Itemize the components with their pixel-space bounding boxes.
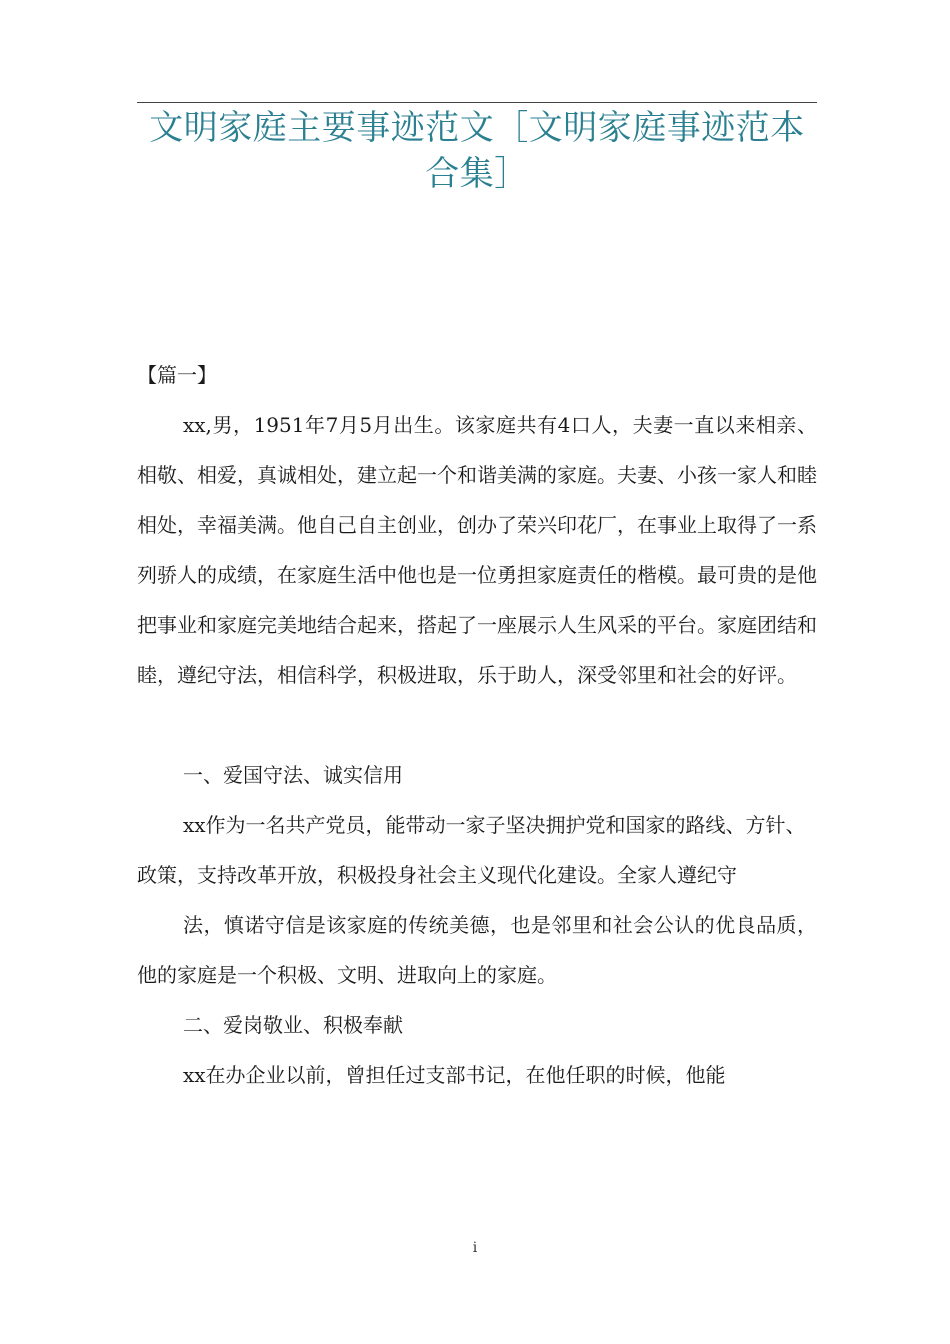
document-body: [137, 350, 817, 1100]
document-title: 文明家庭主要事迹范文［文明家庭事迹范本合集］: [149, 108, 805, 194]
paragraph-dedication: xx在办企业以前，曾担任过支部书记，在他任职的时候，他能: [183, 1063, 726, 1087]
section-label: 【篇一】: [137, 363, 217, 387]
heading-dedication: 二、爱岗敬业、积极奉献: [183, 1013, 403, 1037]
heading-patriotism: 一、爱国守法、诚实信用: [183, 763, 403, 787]
paragraph-gap: [137, 700, 817, 750]
header-rule: [137, 102, 817, 103]
paragraph-patriotism: xx作为一名共产党员，能带动一家子坚决拥护党和国家的路线、方针、政策，支持改革开放，积极投身社会主义现代化建设。全家人遵纪守: [137, 813, 806, 887]
paragraph-intro: xx,男，1951年7月5月出生。该家庭共有4口人，夫妻一直以来相亲、相敬、相爱，真诚相处，建立起一个和谐美满的家庭。夫妻、小孩一家人和睦相处，幸福美满。他自己自主创业，创办了荣兴印花厂，在事业上取得了一系列骄人的成绩，在家庭生活中他也是一位勇担家庭责任的楷模。最可贵的是他把事业和家庭完美地结合起来，搭起了一座展示人生风采的平台。家庭团结和睦，遵纪守法，相信科学，积极进取，乐于助人，深受邻里和社会的好评。: [137, 413, 817, 687]
paragraph-integrity: 法，慎诺守信是该家庭的传统美德，也是邻里和社会公认的优良品质，他的家庭是一个积极、文明、进取向上的家庭。: [137, 913, 817, 987]
page-number: i: [472, 1240, 478, 1256]
